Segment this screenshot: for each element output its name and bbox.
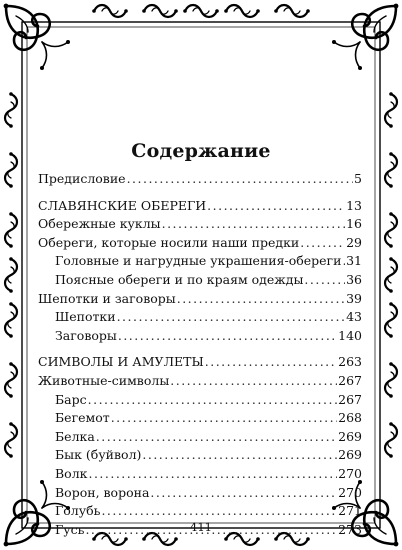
toc-entry (38, 353, 362, 372)
toc-entry-title: Бегемот (55, 410, 110, 426)
toc-leader-dots (117, 308, 346, 327)
toc-entry-title: Поясные обереги и по краям одежды (55, 271, 304, 287)
page-title: Содержание (131, 140, 271, 162)
toc-entry (38, 290, 362, 309)
toc-entry (38, 215, 362, 234)
toc-entry-page: 140 (338, 327, 362, 343)
toc-entry-page: 43 (346, 309, 362, 325)
toc-leader-dots (96, 428, 337, 447)
toc-leader-dots (304, 271, 345, 290)
toc-entry-title: Заговоры (55, 327, 117, 343)
toc-entry (38, 484, 362, 503)
toc-leader-dots (300, 234, 345, 253)
toc-leader-dots (162, 215, 346, 234)
toc-leader-dots (127, 170, 353, 189)
toc-entry (38, 197, 362, 216)
toc-entry-page: 270 (338, 484, 362, 500)
toc-entry-title: Обереги, которые носили наши предки (38, 234, 300, 250)
toc-leader-dots (88, 465, 337, 484)
toc-entry (38, 308, 362, 327)
toc-entry (38, 170, 362, 189)
toc-entry-page: 31 (346, 253, 362, 269)
toc-entry-title: Животные-символы (38, 372, 170, 388)
toc-entry-title: Предисловие (38, 171, 126, 186)
toc-entry-page: 263 (338, 354, 362, 370)
toc-entry-page: 273 (338, 521, 362, 537)
toc-entry-page: 39 (346, 290, 362, 306)
toc-entry-title: Бык (буйвол) (55, 447, 142, 463)
toc-entry (38, 372, 362, 391)
toc-entry-page: 5 (354, 171, 362, 186)
toc-entry-page: 29 (346, 234, 362, 250)
toc-entry-title: Голубь (55, 503, 101, 519)
toc-entry-page: 270 (338, 465, 362, 481)
toc-entry-page: 16 (346, 216, 362, 232)
toc-entry (38, 271, 362, 290)
toc-entry-page: 36 (346, 271, 362, 287)
toc-leader-dots (142, 446, 337, 465)
toc-entry (38, 234, 362, 253)
toc-entry (38, 502, 362, 521)
toc-entry (38, 327, 362, 346)
toc-entry-title: Гусь (55, 521, 85, 537)
toc-leader-dots (118, 327, 337, 346)
toc-entry-title: Волк (55, 465, 88, 481)
toc-leader-dots (205, 353, 337, 372)
toc-entry-page: 267 (338, 391, 362, 407)
toc-leader-dots (207, 197, 345, 216)
toc-entry (38, 465, 362, 484)
toc-entry-page: 271 (338, 503, 362, 519)
toc-leader-dots (88, 391, 338, 410)
toc-entry-title: Головные и нагрудные украшения-обереги (55, 253, 342, 269)
toc-entry-page: 269 (338, 447, 362, 463)
toc-entry (38, 252, 362, 271)
toc-leader-dots (111, 409, 337, 428)
toc-entry (38, 391, 362, 410)
toc-entry-page: 13 (346, 197, 362, 213)
toc-entry-title: СИМВОЛЫ И АМУЛЕТЫ (38, 354, 204, 370)
toc-entry-title: Обережные куклы (38, 216, 161, 232)
toc-entry (38, 409, 362, 428)
table-of-contents (38, 170, 362, 539)
toc-entry-title: Шепотки и заговоры (38, 290, 176, 306)
toc-entry-title: Барс (55, 391, 87, 407)
toc-leader-dots (177, 290, 345, 309)
toc-leader-dots (342, 252, 345, 271)
toc-entry-title: Шепотки (55, 309, 116, 325)
toc-entry (38, 428, 362, 447)
toc-entry-title: Белка (55, 428, 95, 444)
page-number: 411 (190, 520, 212, 534)
toc-leader-dots (150, 484, 337, 503)
toc-leader-dots (170, 372, 337, 391)
toc-leader-dots (101, 502, 337, 521)
toc-entry-title: Ворон, ворона (55, 484, 150, 500)
toc-entry (38, 446, 362, 465)
toc-entry-title: СЛАВЯНСКИЕ ОБЕРЕГИ (38, 197, 207, 213)
toc-entry-page: 269 (338, 428, 362, 444)
toc-entry-page: 267 (338, 372, 362, 388)
toc-entry-page: 268 (338, 410, 362, 426)
